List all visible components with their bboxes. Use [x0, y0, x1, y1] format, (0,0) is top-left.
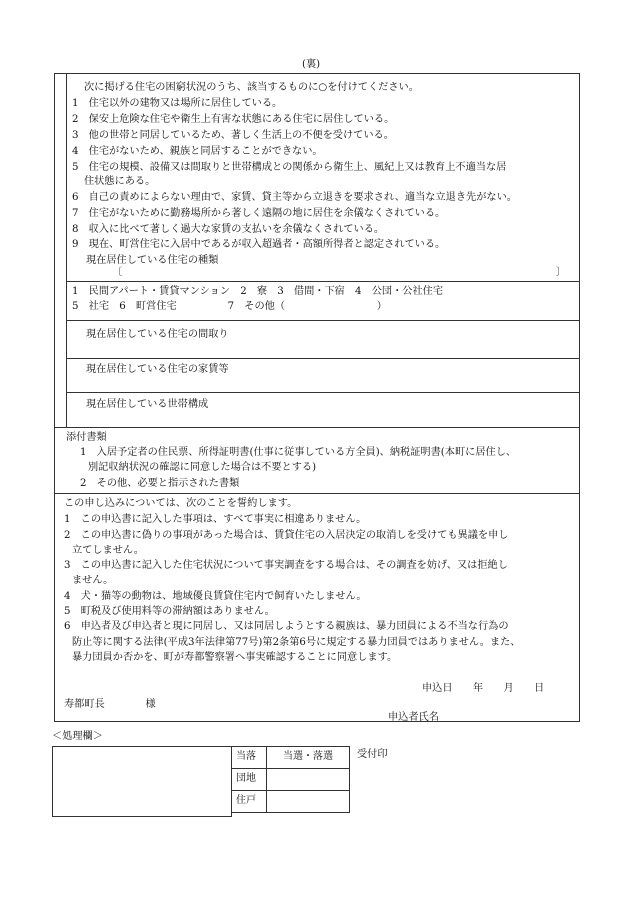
complex-value[interactable]	[267, 769, 350, 791]
result-label: 当落	[232, 747, 267, 769]
hardship-item: 2 保安上危険な住宅や衛生上有害な状態にある住宅に居住している。	[72, 114, 395, 125]
attachment-item: 別記収納状況の確認に同意した場合は不要とする)	[88, 462, 317, 473]
divider	[66, 392, 580, 393]
pledge-item: 6 申込者及び申込者と現に同居し、又は同居しようとする親族は、暴力団員による不当な行為の	[64, 621, 509, 632]
pledge-item: 1 この申込書に記入した事項は、すべて事実に相違ありません。	[64, 514, 367, 525]
processing-notes-box	[52, 746, 232, 817]
hardship-item: 1 住宅以外の建物又は場所に居住している。	[72, 98, 283, 109]
hardship-item: 住状態にある。	[84, 176, 156, 187]
attachment-item: 2 その他、必要と指示された書類	[80, 478, 240, 489]
divider	[66, 320, 580, 321]
reception-stamp-label: 受付印	[357, 749, 388, 760]
pledge-intro: この申し込みについては、次のことを誓約します。	[64, 498, 298, 509]
unit-label: 住戸	[232, 791, 267, 813]
divider	[66, 281, 580, 282]
current-rent-label: 現在居住している住宅の家賃等	[86, 364, 229, 375]
divider	[66, 358, 580, 359]
bracket-open: 〔	[112, 267, 123, 278]
attachment-item: 1 入居予定者の住民票、所得証明書(仕事に従事している方全員)、納税証明書(本町に居住し、	[80, 447, 517, 458]
hardship-item: 4 住宅がないため、親族と同居することができない。	[72, 146, 323, 157]
result-value[interactable]: 当選・落選	[267, 747, 350, 769]
bracket-close: 〕	[556, 267, 567, 278]
divider	[54, 427, 580, 428]
hardship-item: 8 収入に比べて著しく過大な家賃の支払いを余儀なくされている。	[72, 224, 385, 235]
processing-table	[231, 746, 350, 813]
unit-value[interactable]	[267, 791, 350, 813]
attachments-title: 添付書類	[66, 432, 107, 443]
current-housing-type-label: 現在居住している住宅の種類	[86, 255, 219, 266]
hardship-item: 6 自己の責めによらない理由で、家賃、貸主等から立退きを要求され、適当な立退き先がない。	[72, 192, 517, 203]
addressee: 寿都町長 様	[64, 699, 156, 710]
pledge-item: 立てしません。	[72, 545, 144, 556]
current-layout-label: 現在居住している住宅の間取り	[86, 329, 229, 340]
applicant-name-label[interactable]: 申込者氏名	[388, 712, 439, 723]
divider	[54, 493, 580, 494]
page-side-header: (裏)	[302, 59, 321, 70]
pledge-item: 3 この申込書に記入した住宅状況について事実調査をする場合は、その調査を妨げ、又は拒絶し	[64, 560, 508, 571]
complex-label: 団地	[232, 769, 267, 791]
housing-type-options-row1: 1 民間アパート・賃貸マンション 2 寮 3 借間・下宿 4 公団・公社住宅	[72, 286, 444, 297]
housing-type-options-row2: 5 社宅 6 町営住宅 7 その他（ ）	[72, 301, 387, 312]
pledge-item: 2 この申込書に偽りの事項があった場合は、賃貸住宅の入居決定の取消しを受けても異議を申し	[64, 530, 509, 541]
hardship-item: 5 住宅の規模、設備又は間取りと世帯構成との関係から衛生上、風紀上又は教育上不適当な居	[72, 162, 507, 173]
application-date[interactable]: 申込日 年 月 日	[422, 683, 545, 694]
pledge-item: ません。	[72, 575, 114, 586]
pledge-item: 5 町税及び使用料等の滞納額はありません。	[64, 606, 275, 617]
pledge-item: 4 犬・猫等の動物は、地域優良賃貸住宅内で飼育いたしません。	[64, 591, 367, 602]
section1-left-column-line	[66, 73, 67, 427]
pledge-item: 防止等に関する法律(平成3年法律第77号)第2条第6号に規定する暴力団員ではありません。また、	[72, 637, 521, 648]
hardship-item: 3 他の世帯と同居しているため、著しく生活上の不便を受けている。	[72, 130, 394, 141]
pledge-item: 暴力団員か否かを、町が寿都警察署へ事実確認することに同意します。	[72, 652, 398, 663]
hardship-item: 9 現在、町営住宅に入居中であるが収入超過者・高額所得者と認定されている。	[72, 239, 446, 250]
hardship-intro: 次に掲げる住宅の困窮状況のうち、該当するものに○を付けてください。	[84, 82, 419, 93]
hardship-item: 7 住宅がないために勤務場所から著しく遠隔の地に居住を余儀なくされている。	[72, 208, 446, 219]
processing-title: ＜処理欄＞	[52, 731, 103, 742]
current-household-label: 現在居住している世帯構成	[86, 399, 209, 410]
